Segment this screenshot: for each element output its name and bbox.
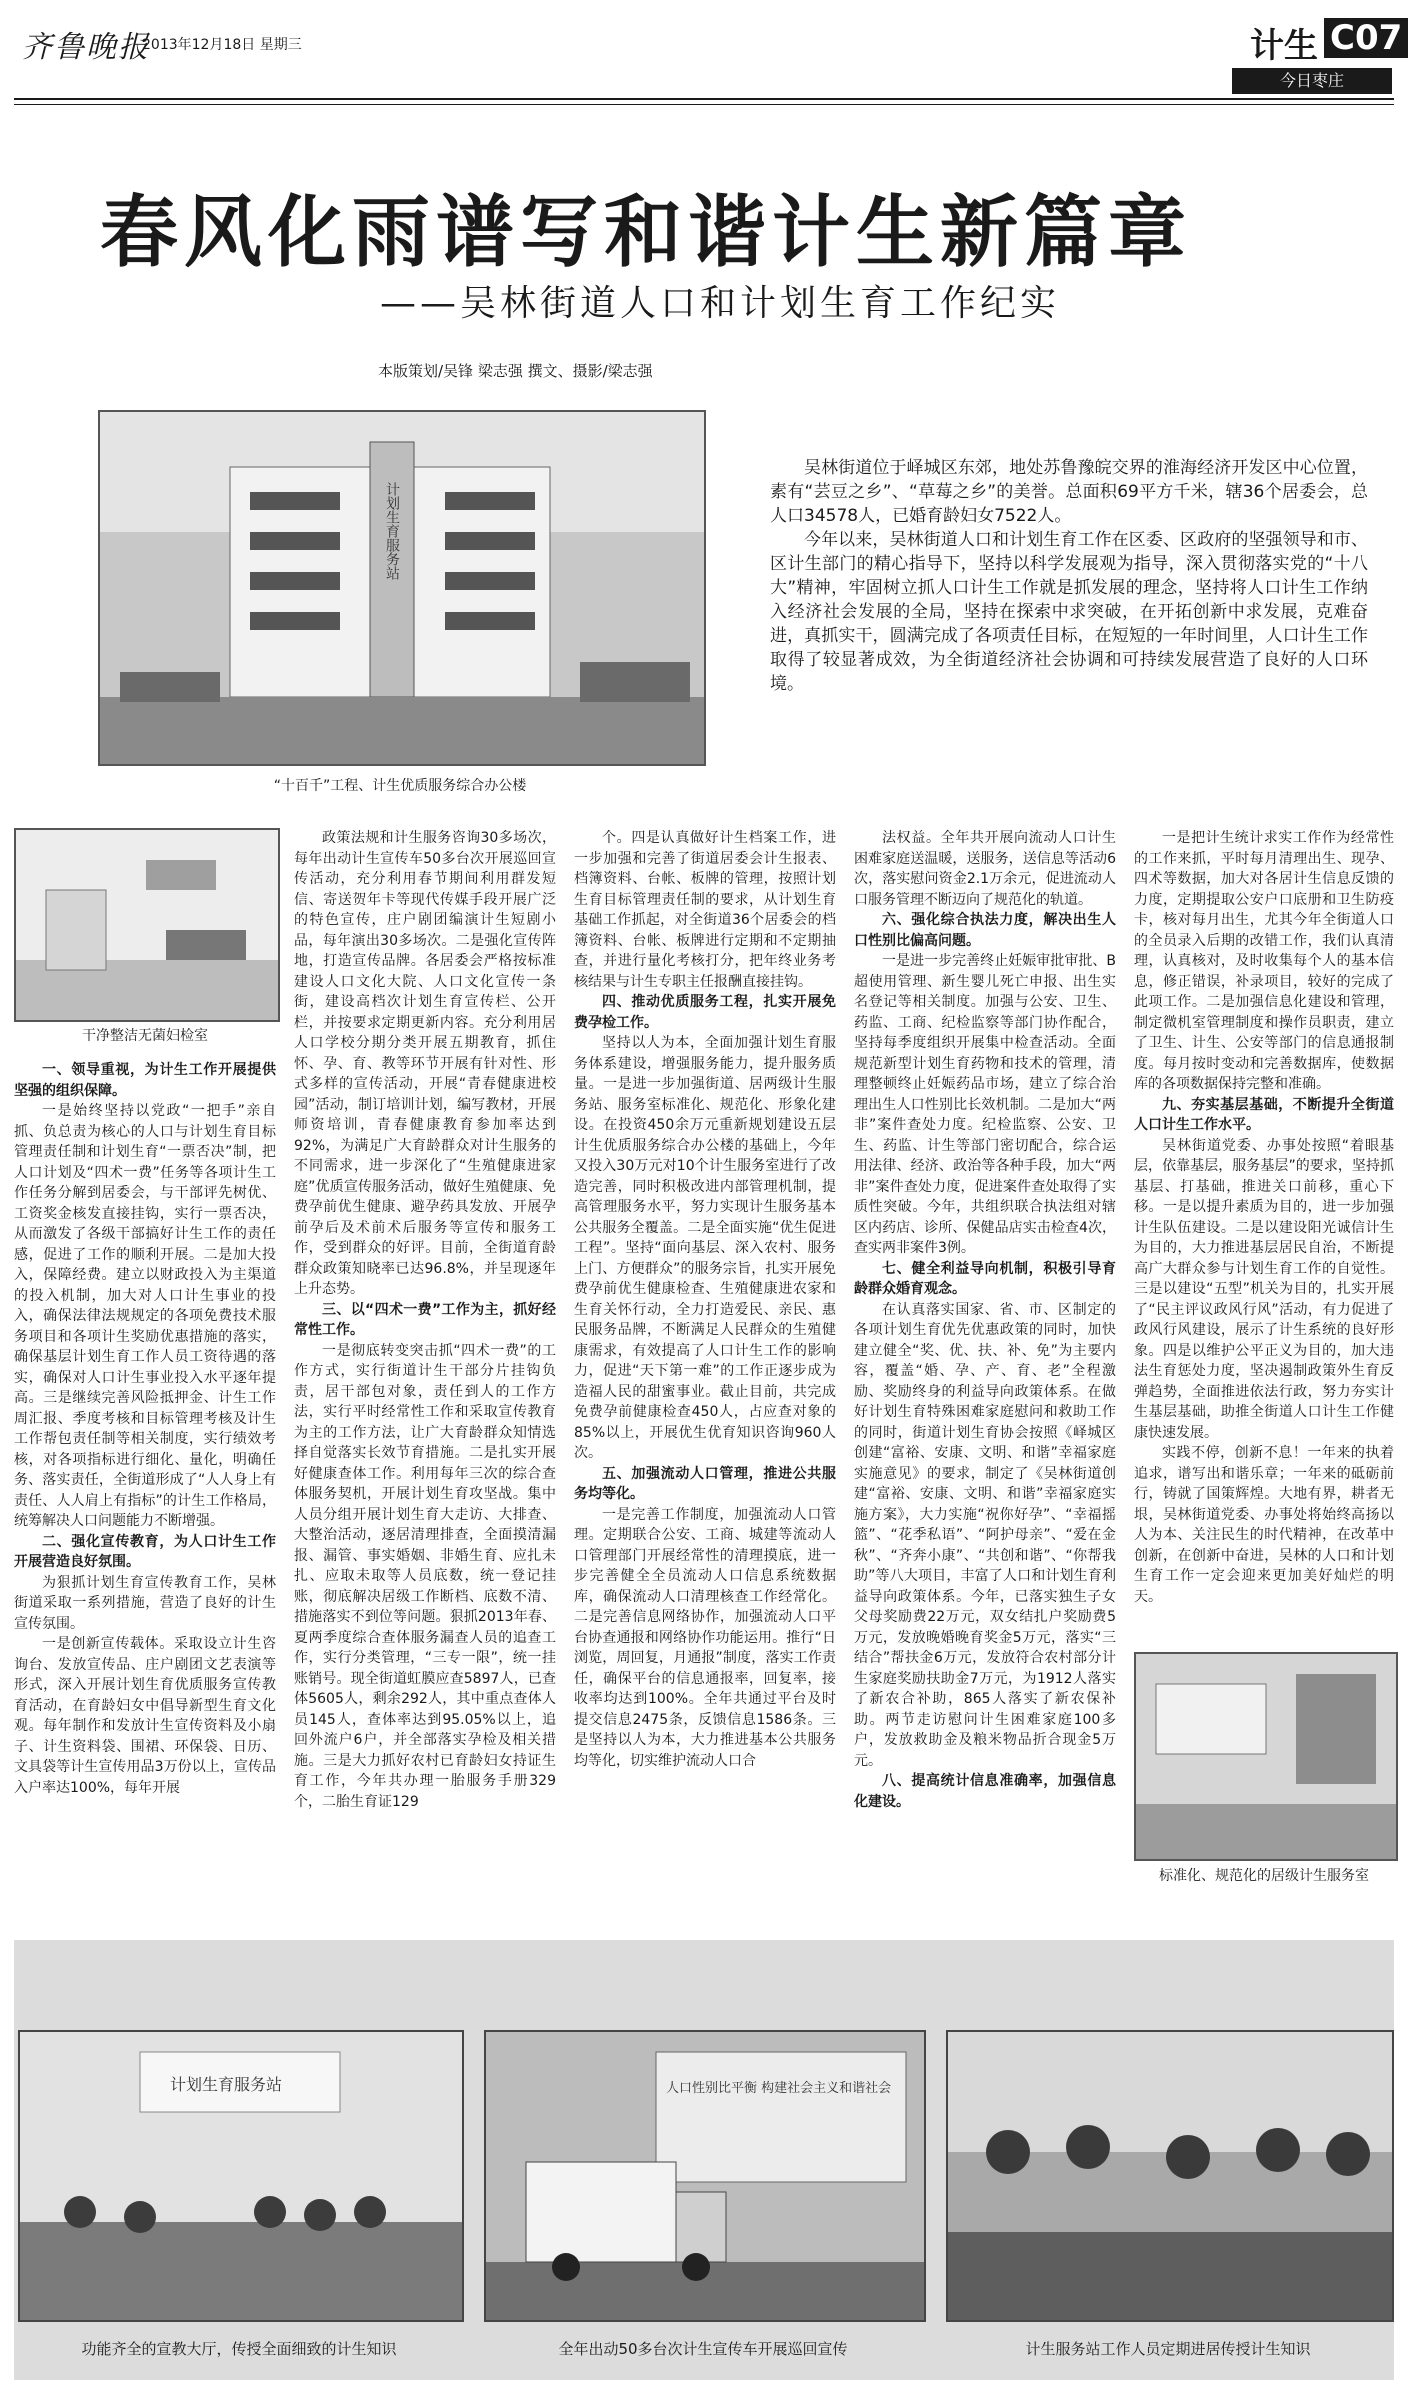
exam-room-caption: 干净整洁无菌妇检室 xyxy=(82,1028,208,1044)
headline: 春风化雨谱写和谐计生新篇章 xyxy=(100,187,1193,278)
building-caption: “十百千”工程、计生优质服务综合办公楼 xyxy=(273,778,527,794)
exam-room-photo xyxy=(14,828,280,1022)
service-room-caption: 标准化、规范化的居级计生服务室 xyxy=(1159,1868,1369,1884)
section-heading: 五、加强流动人口管理，推进公共服务均等化。 xyxy=(574,1465,836,1502)
article-paragraph: 一是把计生统计求实工作作为经常性的工作来抓，平时每月清理出生、现孕、四术等数据，加大对各居计生信息反馈的力度，定期提取公安户口底册和卫生防疫卡，核对每月出生，尤其今年全街道人口的全员录入后期的改错工作，我们认真清理，认真核对，及时收集每个人的基本信息，修正错误，补录项目，较好的完成了此项工作。二是加强信息化建设和管理，制定微机室管理制度和操作员职责，建立了卫生、计生、公安等部门的信息通报制度。每月按时变动和完善数据库，使数据库的各项数据保持完整和准确。 xyxy=(1134,830,1394,1092)
section-heading: 一、领导重视，为计生工作开展提供坚强的组织保障。 xyxy=(14,1062,276,1099)
issue-date: 2013年12月18日 星期三 xyxy=(142,37,302,53)
article-column-2 xyxy=(294,828,556,1903)
building-photo xyxy=(98,410,706,766)
section-heading: 九、夯实基层基础，不断提升全街道人口计生工作水平。 xyxy=(1134,1096,1394,1133)
newspaper-logo: 齐鲁晚报 xyxy=(22,30,150,65)
building-sign: 计划生育服务站 xyxy=(384,482,400,580)
section-heading: 七、健全利益导向机制，积极引导育龄群众婚育观念。 xyxy=(854,1260,1116,1297)
truck-illustration xyxy=(486,2032,924,2320)
article-paragraph: 在认真落实国家、省、市、区制定的各项计划生育优先优惠政策的同时，加快建立健全“奖、优、扶、补、免”为主要内容，覆盖“婚、孕、产、育、老”全程激励、奖励终身的利益导向政策体系。在做好计划生育特殊困难家庭慰问和救助工作的同时，街道计划生育协会按照《峄城区创建“富裕、安康、文明、和谐”幸福家庭实施意见》的要求，制定了《吴林街道创建“富裕、安康、文明、和谐”幸福家庭实施方案》，大力实施“祝你好孕”、“幸福摇篮”、“花季私语”、“阿护母亲”、“爱在金秋”、“齐奔小康”、“共创和谐”、“你帮我助”等八大项目，丰富了人口和计划生育利益导向政策体系。今年，已落实独生子女父母奖励费22万元，双女结扎户奖励费5万元，发放晚婚晚育奖金5万元，落实“三结合”帮扶金6万元，发放符合农村部分计生家庭奖励扶助金7万元，为1912人落实了新农合补助，865人落实了新农保补助。两节走访慰问计生困难家庭100多户，发放救助金及粮米物品折合现金5万元。 xyxy=(854,1301,1116,1769)
article-paragraph: 坚持以人为本，全面加强计划生育服务体系建设，增强服务能力，提升服务质量。一是进一步加强街道、居两级计生服务站、服务室标准化、规范化、形象化建设。在投资450余万元重新规划建设五层计生优质服务综合办公楼的基础上，今年又投入30万元对10个计生服务室进行了改造完善，同时积极改进内部管理机制，提高管理服务水平，努力实现计生服务基本公共服务全覆盖。二是全面实施“优生促进工程”。坚持“面向基层、深入农村、服务上门、方便群众”的服务宗旨，扎实开展免费孕前优生健康检查、生殖健康进农家和生育关怀行动，全力打造爱民、亲民、惠民服务品牌，不断满足人民群众的生殖健康需求，有效提高了人口计生工作的影响力，促进“天下第一难”的工作正逐步成为造福人民的甜蜜事业。截止目前，共完成免费孕前健康检查450人，占应查对象的85%以上，开展优生优育知识咨询960人次。 xyxy=(574,1035,836,1461)
section-heading: 八、提高统计信息准确率，加强信息化建设。 xyxy=(854,1773,1116,1810)
intro-paragraph: 今年以来，吴林街道人口和计划生育工作在区委、区政府的坚强领导和市、区计生部门的精心指导下，坚持以科学发展观为指导，深入贯彻落实党的“十八大”精神，牢固树立抓人口计生工作就是抓发展的理念，坚持将人口计生工作纳入经济社会发展的全局，坚持在探索中求突破，在开拓创新中求发展，克难奋进，真抓实干，圆满完成了各项责任目标，在短短的一年时间里，人口计生工作取得了较显著成效，为全街道经济社会协调和可持续发展营造了良好的人口环境。 xyxy=(770,530,1368,694)
article-paragraph: 一是彻底转变突击抓“四术一费”的工作方式，实行街道计生干部分片挂钩负责，居干部包对象，责任到人的工作方法，实行平时经常性工作和采取宣传教育为主的工作方法，让广大育龄群众知情选择自觉落实长效节育措施。二是扎实开展好健康查体工作。利用每年三次的综合查体服务契机，开展计划生育攻坚战。集中人员分组开展计划生育大走访、大排查、大整治活动，逐居清理排查，全面摸清漏报、漏管、事实婚姻、非婚生育、应扎未扎、应取未取等人员底数，统一登记挂账，彻底解决居级工作断档、底数不清、措施落实不到位等问题。狠抓2013年春、夏两季度综合查体服务漏查人员的追查工作，实行分类管理，“三专一限”，统一挂账销号。现全街道虹膜应查5897人，已查体5605人，剩余292人，其中重点查体人员145人，查体率达到95.05%以上，追回外流户6户，并全部落实孕检及相关措施。三是大力抓好农村已育龄妇女持证生育工作，今年共办理一胎服务手册329个，二胎生育证129 xyxy=(294,1342,556,1810)
service-room-illustration xyxy=(1136,1654,1396,1859)
hall-caption: 功能齐全的宣教大厅，传授全面细致的计生知识 xyxy=(81,2340,397,2358)
building-illustration xyxy=(100,412,704,764)
article-paragraph: 法权益。全年共开展向流动人口计生困难家庭送温暖，送服务，送信息等活动6次，落实慰问资金2.1万余元，促进流动人口服务管理不断迈向了规范化的轨道。 xyxy=(854,830,1116,908)
section-name: 计生 xyxy=(1250,26,1318,66)
article-column-1 xyxy=(14,1060,276,1902)
article-paragraph: 个。四是认真做好计生档案工作，进一步加强和完善了街道居委会计生报表、档簿资料、台帐、板牌的管理，按照计划生育目标管理责任制的要求，从计划生育基础工作抓起，对全街道36个居委会的档簿资料、台帐、板牌进行定期和不定期抽查，并进行量化考核打分，把年终业务考核结果与计生专职主任报酬直接挂钩。 xyxy=(574,830,836,990)
article-paragraph: 一是完善工作制度，加强流动人口管理。定期联合公安、工商、城建等流动人口管理部门开展经常性的清理摸底，进一步完善健全全员流动人口信息系统数据库，确保流动人口清理核查工作经常化。二是完善信息网络协作，加强流动人口平台协查通报和网络协作功能运用。推行“日浏览，周回复，月通报”制度，落实工作责任，确保平台的信息通报率，回复率，接收率均达到100%。全年共通过平台及时提交信息2475条，反馈信息1586条。三是坚持以人为本，大力推进基本公共服务均等化，切实维护流动人口合 xyxy=(574,1506,836,1769)
exam-room-illustration xyxy=(16,830,278,1020)
header-rule-thin xyxy=(14,104,1394,105)
article-paragraph: 一是创新宣传载体。采取设立计生咨询台、发放宣传品、庄户剧团文艺表演等形式，深入开展计划生育优质服务宣传教育活动，在育龄妇女中倡导新型生育文化观。每年制作和发放计生宣传资料及小扇子、计生资料袋、围裙、环保袋、日历、文具袋等计生宣传用品3万份以上，宣传品入户率达100%，每年开展 xyxy=(14,1636,276,1796)
staff-caption: 计生服务站工作人员定期进居传授计生知识 xyxy=(1025,2340,1311,2358)
article-column-3 xyxy=(574,828,836,1903)
truck-caption: 全年出动50多台次计生宣传车开展巡回宣传 xyxy=(558,2340,848,2358)
staff-illustration xyxy=(948,2032,1392,2320)
byline: 本版策划/吴锋 梁志强 撰文、摄影/梁志强 xyxy=(378,362,653,380)
page-number: C07 xyxy=(1324,18,1408,58)
article-paragraph: 吴林街道党委、办事处按照“着眼基层，依靠基层，服务基层”的要求，坚持抓基层、打基础，推进关口前移，重心下移。一是以提升素质为目的，进一步加强计生队伍建设。二是以建设阳光诚信计生为目的，大力推进基层居民自治，不断提高广大群众参与计划生育工作的自觉性。三是以建设“五型”机关为目的，扎实开展了“民主评议政风行风”活动，有力促进了政风行风建设，展示了计生系统的良好形象。四是以维护公平正义为目的，加大违法生育惩处力度，坚决遏制政策外生育反弹趋势，全面推进依法行政，努力夯实计生基层基础，助推全街道人口计生工作健康快速发展。 xyxy=(1134,1137,1394,1441)
article-column-5 xyxy=(1134,828,1394,1605)
section-heading: 四、推动优质服务工程，扎实开展免费孕检工作。 xyxy=(574,994,836,1031)
article-paragraph: 一是进一步完善终止妊娠审批审批、B超使用管理、新生婴儿死亡申报、出生实名登记等相关制度。加强与公安、卫生、药监、工商、纪检监察等部门协作配合，坚持每季度组织开展集中检查活动。全面规范新型计划生育药物和技术的管理，清理整顿终止妊娠药品市场，建立了综合治理出生人口性别比长效机制。二是加大“两非”案件查处力度。纪检监察、公安、卫生、药监、计生等部门密切配合，综合运用法律、经济、政治等各种手段，加大“两非”案件查处力度，促进案件查处取得了实质性突破。今年，共组织联合执法组对辖区内药店、诊所、保健品店实击检查4次，查实两非案件3例。 xyxy=(854,953,1116,1256)
article-paragraph: 为狠抓计划生育宣传教育工作，吴林街道采取一系列措施，营造了良好的计生宣传氛围。 xyxy=(14,1574,276,1632)
section-subtitle: 今日枣庄 xyxy=(1232,68,1392,94)
header-rule xyxy=(14,98,1394,100)
hall-illustration xyxy=(20,2032,462,2320)
hall-sign: 计划生育服务站 xyxy=(170,2075,283,2094)
staff-photo xyxy=(946,2030,1394,2322)
article-paragraph: 实践不停，创新不息！一年来的执着追求，谱写出和谐乐章；一年来的砥砺前行，铸就了国策辉煌。大地有界，耕者无垠，吴林街道党委、办事处将始终高扬以人为本、关注民生的时代精神，在改革中创新，在创新中奋进，吴林的人口和计划生育工作一定会迎来更加美好灿烂的明天。 xyxy=(1134,1445,1394,1605)
section-heading: 三、以“四术一费”工作为主，抓好经常性工作。 xyxy=(294,1301,556,1338)
section-heading: 二、强化宣传教育，为人口计生工作开展营造良好氛围。 xyxy=(14,1533,276,1570)
article-column-4 xyxy=(854,828,1116,1903)
billboard-text: 人口性别比平衡 构建社会主义和谐社会 xyxy=(666,2081,892,2096)
article-paragraph: 一是始终坚持以党政“一把手”亲自抓、负总责为核心的人口与计划生育目标管理责任制和计划生育“一票否决”制，把人口计划及“四术一费”任务等各项计生工作任务分解到居委会，与干部评先树优、工资奖金核发直接挂钩，实行一票否决，从而激发了各级干部搞好计生工作的责任感，促进了工作的顺利开展。二是加大投入，保障经费。建立以财政投入为主渠道的投入机制，加大对人口计生事业的投入，确保法律法规规定的各项免费技术服务项目和各项计生奖励优惠措施的落实，确保基层计划生育工作人员工资待遇的落实，确保对人口计生事业投入水平逐年提高。三是继续完善风险抵押金、计生工作周汇报、季度考核和目标管理考核及计生工作帮包责任制等相关制度，实行绩效考核，对各项指标进行细化、量化，明确任务、落实责任，全街道形成了“人人身上有责任、人人肩上有指标”的计生工作格局，统筹解决人口问题能力不断增强。 xyxy=(14,1103,276,1529)
truck-photo xyxy=(484,2030,926,2322)
hall-photo xyxy=(18,2030,464,2322)
intro-text xyxy=(770,456,1368,696)
intro-paragraph: 吴林街道位于峄城区东郊，地处苏鲁豫皖交界的淮海经济开发区中心位置，素有“芸豆之乡”、“草莓之乡”的美誉。总面积69平方千米，辖36个居委会，总人口34578人，已婚育龄妇女7522人。 xyxy=(770,458,1368,526)
subheadline: ——吴林街道人口和计划生育工作纪实 xyxy=(380,283,1061,324)
section-heading: 六、强化综合执法力度，解决出生人口性别比偏高问题。 xyxy=(854,912,1116,949)
article-paragraph: 政策法规和计生服务咨询30多场次，每年出动计生宣传车50多台次开展巡回宣传活动，充分利用春节期间利用群发短信、寄送贺年卡等现代传媒手段开展广泛的特色宣传，庄户剧团编演计生短剧小品，每年演出30多场次。二是强化宣传阵地，打造宣传品牌。各居委会严格按标准建设人口文化大院、人口文化宣传一条街，建设高档次计划生育宣传栏、公开栏，并按要求定期更新内容。充分利用居人口学校分期分类开展五期教育，抓住怀、孕、育、教等环节开展有针对性、形式多样的宣传活动，开展“青春健康进校园”活动，制订培训计划，编写教材，开展师资培训，青春健康教育参加率达到92%，为满足广大育龄群众对计生服务的不同需求，进一步深化了“生殖健康进家庭”优质宣传服务活动，做好生殖健康、免费孕前优生健康、避孕药具发放、开展孕前孕后及术前术后服务等宣传和服务工作，受到群众的好评。目前，全街道育龄群众政策知晓率已达96.8%，并呈现逐年上升态势。 xyxy=(294,830,556,1297)
service-room-photo xyxy=(1134,1652,1398,1861)
